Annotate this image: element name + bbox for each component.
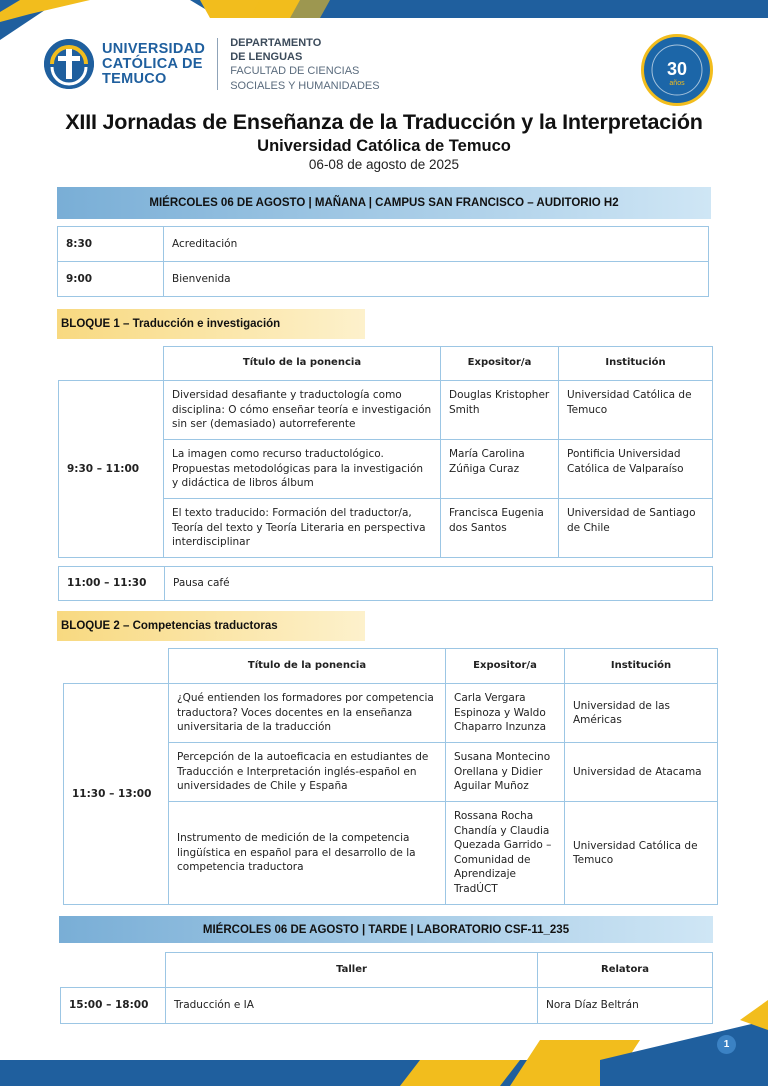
talk-speaker: Carla Vergara Espinoza y Waldo Chaparro Inzunza [446, 684, 565, 743]
university-name-line3: TEMUCO [102, 70, 167, 87]
header-title: Título de la ponencia [169, 649, 446, 684]
top-decoration [0, 0, 768, 40]
university-logo [44, 36, 380, 93]
event-dates: 06-08 de agosto de 2025 [308, 157, 460, 172]
event-title: XIII Jornadas de Enseñanza de la Traducción y la Interpretación [65, 110, 703, 134]
morning-banner: MIÉRCOLES 06 DE AGOSTO | MAÑANA | CAMPUS SAN FRANCISCO – AUDITORIO H2 [57, 187, 711, 219]
header-institution: Institución [559, 347, 713, 381]
talk-speaker: Rossana Rocha Chandía y Claudia Quezada Garrido – Comunidad de Aprendizaje TradÚCT [446, 802, 565, 905]
row-time: 8:30 [58, 227, 164, 262]
page-number: 1 [717, 1035, 736, 1054]
workshop-speaker: Nora Díaz Beltrán [538, 988, 713, 1024]
talk-title: Instrumento de medición de la competencia lingüística en español para el desarrollo de la competencia traductora [169, 802, 446, 905]
header-institution: Institución [565, 649, 718, 684]
university-emblem-icon [44, 39, 94, 89]
talk-speaker: Susana Montecino Orellana y Didier Aguilar Muñoz [446, 743, 565, 802]
afternoon-table [60, 952, 713, 1024]
block1-table [58, 346, 713, 558]
workshop-time: 15:00 – 18:00 [61, 988, 166, 1024]
dept-line4: SOCIALES Y HUMANIDADES [230, 79, 380, 92]
header-title: Título de la ponencia [164, 347, 441, 381]
break-activity: Pausa café [165, 567, 713, 601]
afternoon-banner: MIÉRCOLES 06 DE AGOSTO | TARDE | LABORATORIO CSF-11_235 [59, 916, 713, 943]
talk-institution: Universidad Católica de Temuco [565, 802, 718, 905]
table-row [58, 262, 709, 297]
header-workshop: Taller [166, 953, 538, 988]
table-row [59, 381, 713, 440]
talk-title: El texto traducido: Formación del traductor/a, Teoría del texto y Teoría Literaria en perspectiva interdisciplinar [164, 499, 441, 558]
university-name-line2: CATÓLICA DE [102, 55, 203, 72]
workshop-title: Traducción e IA [166, 988, 538, 1024]
table-row [58, 227, 709, 262]
talk-title: Diversidad desafiante y traductología como disciplina: O cómo enseñar teoría e investigación sin ser (demasiado) autorreferente [164, 381, 441, 440]
row-time: 9:00 [58, 262, 164, 297]
dept-line1: DEPARTAMENTO [230, 37, 322, 49]
talk-speaker: Francisca Eugenia dos Santos [441, 499, 559, 558]
table-row [61, 988, 713, 1024]
block2-table [63, 648, 718, 905]
header-speaker: Expositor/a [446, 649, 565, 684]
talk-title: La imagen como recurso traductológico. Propuestas metodológicas para la investigación y didáctica de libros álbum [164, 440, 441, 499]
header-speaker: Relatora [538, 953, 713, 988]
seal-number: 30 [666, 59, 688, 79]
table-row [59, 567, 713, 601]
talk-institution: Universidad Católica de Temuco [559, 381, 713, 440]
event-university: Universidad Católica de Temuco [257, 137, 511, 155]
dept-line2: DE LENGUAS [230, 51, 303, 64]
block1-time: 9:30 – 11:00 [59, 381, 164, 558]
talk-institution: Universidad de Atacama [565, 743, 718, 802]
block2-time: 11:30 – 13:00 [64, 684, 169, 905]
talk-title: Percepción de la autoeficacia en estudiantes de Traducción e Interpretación inglés-español en universidades de Chile y España [169, 743, 446, 802]
table-row [64, 684, 718, 743]
anniversary-seal-icon [641, 34, 713, 106]
logo-divider [217, 38, 218, 90]
table-header-row [61, 953, 713, 988]
talk-speaker: Douglas Kristopher Smith [441, 381, 559, 440]
dept-line3: FACULTAD DE CIENCIAS [230, 65, 360, 78]
break-time: 11:00 – 11:30 [59, 567, 165, 601]
talk-institution: Universidad de las Américas [565, 684, 718, 743]
talk-institution: Universidad de Santiago de Chile [559, 499, 713, 558]
block2-title: BLOQUE 2 – Competencias traductoras [57, 611, 365, 641]
talk-institution: Pontificia Universidad Católica de Valparaíso [559, 440, 713, 499]
morning-table [57, 226, 709, 297]
talk-title: ¿Qué entienden los formadores por competencia traductora? Voces docentes en la enseñanza universitaria de la traducción [169, 684, 446, 743]
row-activity: Bienvenida [164, 262, 709, 297]
header-speaker: Expositor/a [441, 347, 559, 381]
talk-speaker: María Carolina Zúñiga Curaz [441, 440, 559, 499]
university-name-line1: UNIVERSIDAD [102, 40, 206, 57]
row-activity: Acreditación [164, 227, 709, 262]
seal-text: años [669, 80, 685, 87]
table-header-row [64, 649, 718, 684]
block1-title: BLOQUE 1 – Traducción e investigación [57, 309, 365, 339]
break-table [58, 566, 713, 601]
table-header-row [59, 347, 713, 381]
